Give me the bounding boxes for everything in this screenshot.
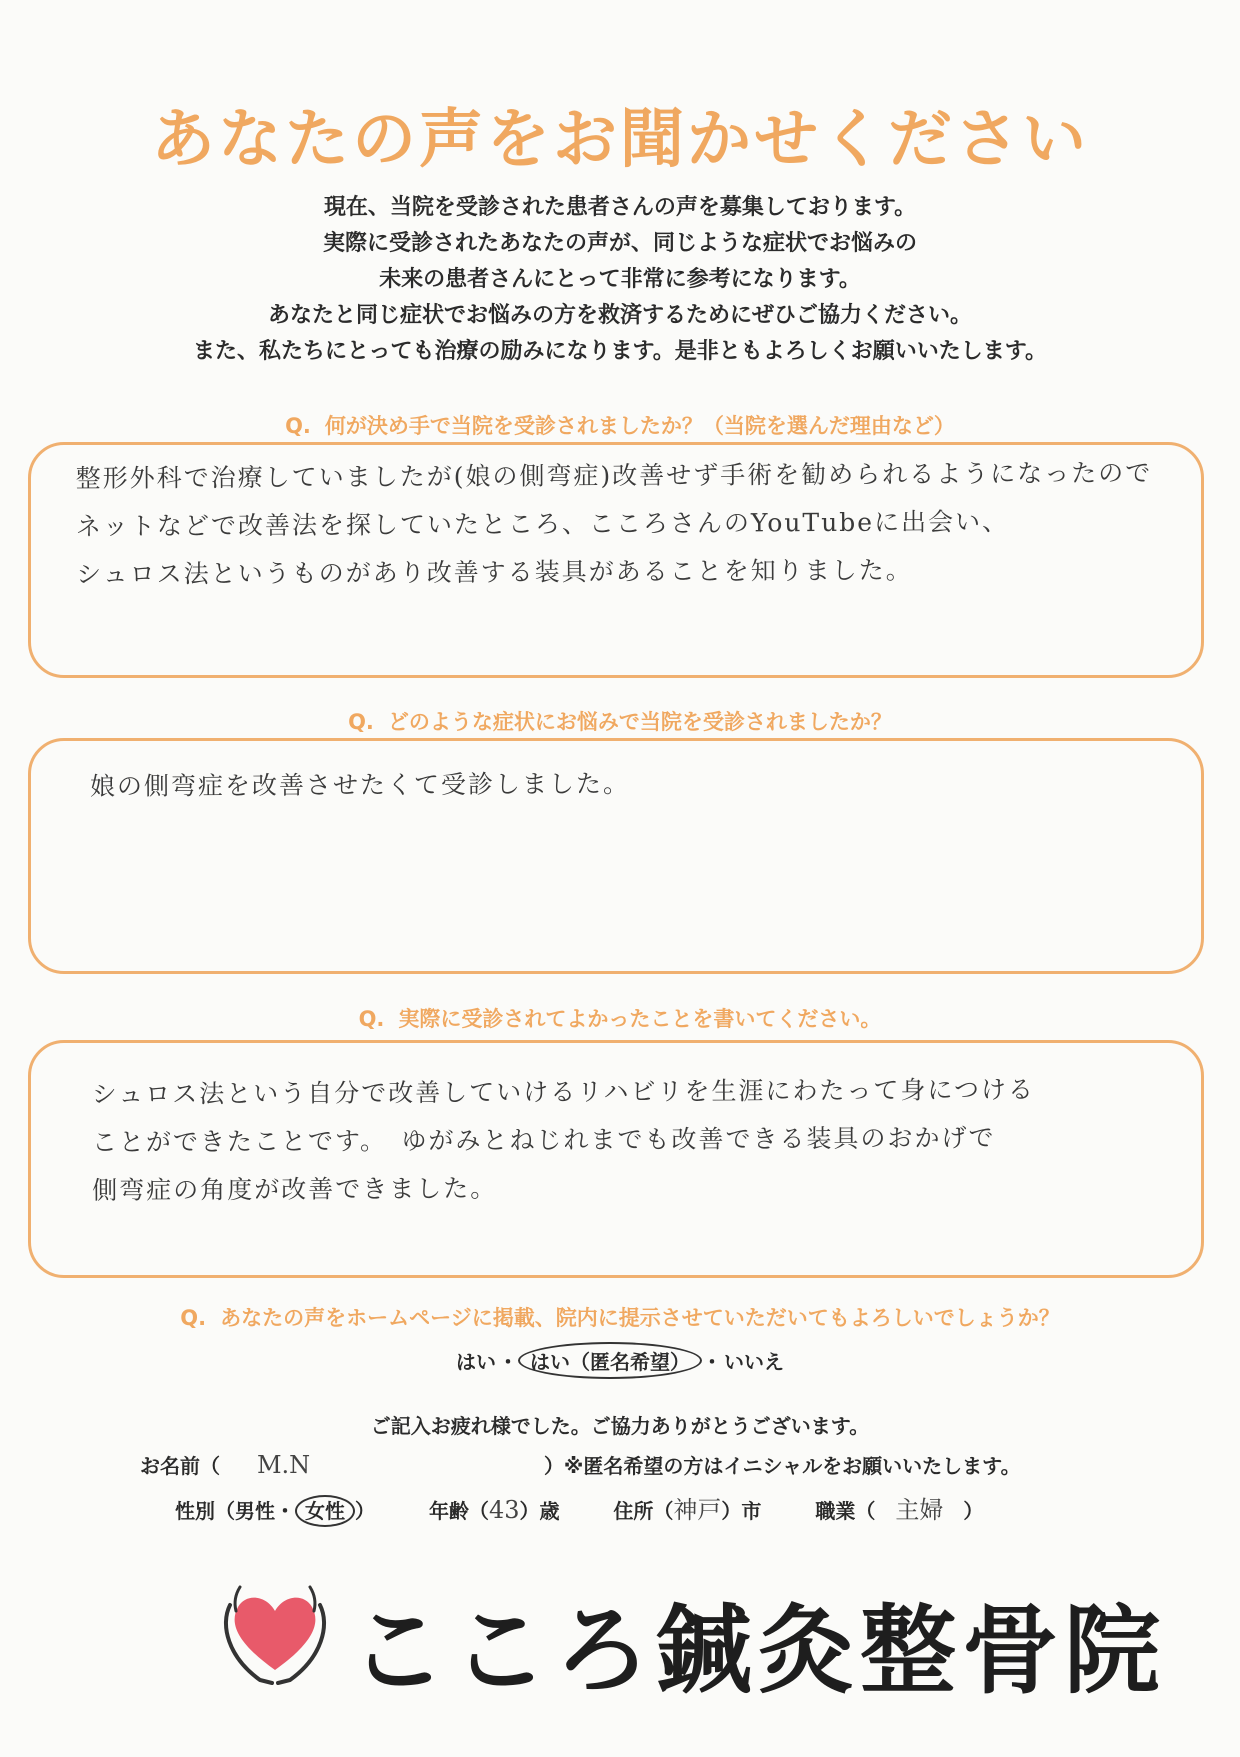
- job-label: 職業（: [815, 1499, 876, 1523]
- job-field[interactable]: 主婦: [895, 1496, 944, 1524]
- question-3: [0, 1003, 1240, 1033]
- question-label: Q.: [348, 710, 374, 734]
- question-text: 実際に受診されてよかったことを書いてください。: [398, 1007, 882, 1031]
- intro-line: 実際に受診されたあなたの声が、同じような症状でお悩みの: [322, 231, 917, 256]
- thanks-text: ご記入お疲れ様でした。ご協力ありがとうございます。: [370, 1414, 870, 1438]
- question-label: Q.: [180, 1306, 207, 1330]
- consent-options: [0, 1342, 1240, 1379]
- option-no[interactable]: いいえ: [724, 1350, 784, 1374]
- intro-line: 現在、当院を受診された患者さんの声を募集しております。: [323, 195, 917, 220]
- clinic-logo: [210, 1565, 1166, 1707]
- answer-line: シュロス法というものがあり改善する装具があることを知りました。: [76, 555, 913, 589]
- answer-line: 娘の側弯症を改善させたくて受診しました。: [89, 769, 631, 801]
- gender-label: 性別（: [175, 1499, 235, 1523]
- question-2: [0, 706, 1240, 736]
- age-label: 年齢（: [428, 1499, 489, 1523]
- page-title: あなたの声をお聞かせください: [151, 103, 1089, 177]
- gender-close: ）: [355, 1499, 375, 1523]
- question-text: どのような症状にお悩みで当院を受診されましたか？: [387, 710, 892, 734]
- answer-3: [92, 1065, 1201, 1215]
- question-text: あなたの声をホームページに掲載、院内に提示させていただいてもよろしいでしょうか？: [220, 1306, 1060, 1330]
- heart-hands-icon: [210, 1565, 340, 1695]
- clinic-name: こころ鍼灸整骨院: [350, 1594, 1166, 1707]
- intro-line: 未来の患者さんにとって非常に参考になります。: [379, 267, 861, 292]
- intro-line: また、私たちにとっても治療の励みになります。是非ともよろしくお願いいたします。: [192, 339, 1048, 364]
- option-separator: ・: [498, 1350, 518, 1374]
- address-unit: ）市: [721, 1499, 762, 1523]
- gender-female[interactable]: 女性: [295, 1495, 355, 1527]
- age-field[interactable]: 43: [488, 1496, 520, 1524]
- option-yes[interactable]: はい: [456, 1350, 496, 1374]
- answer-2: [90, 757, 1200, 811]
- answer-line: シュロス法という自分で改善していけるリハビリを生涯にわたって身につける: [91, 1074, 1036, 1109]
- question-text: 何が決め手で当院を受診されましたか？（当院を選んだ理由など）: [324, 414, 955, 438]
- answer-line: 整形外科で治療していましたが(娘の側弯症)改善せず手術を勧められるようになったので: [75, 458, 1153, 493]
- name-field[interactable]: M.N: [256, 1451, 311, 1479]
- name-note: ）※匿名希望の方はイニシャルをお願いいたします。: [543, 1454, 1021, 1478]
- question-label: Q.: [285, 414, 311, 438]
- address-field[interactable]: 神戸: [673, 1496, 722, 1524]
- intro-line: あなたと同じ症状でお悩みの方を救済するためにぜひご協力ください。: [267, 303, 972, 328]
- question-label: Q.: [358, 1007, 385, 1031]
- profile-row: [175, 1490, 983, 1525]
- job-close: ）: [963, 1499, 984, 1523]
- name-label: お名前（: [140, 1454, 220, 1478]
- question-1: [0, 410, 1240, 440]
- consent-question: [0, 1302, 1240, 1332]
- answer-1: [76, 449, 1201, 599]
- answer-line: ことができたことです。 ゆがみとねじれまでも改善できる装具のおかげで: [91, 1123, 996, 1157]
- intro-text: [80, 190, 1160, 370]
- answer-line: ネットなどで改善法を探していたところ、こころさんのYouTubeに出会い、: [75, 507, 1010, 541]
- gender-male[interactable]: 男性: [235, 1499, 275, 1523]
- address-label: 住所（: [613, 1499, 674, 1523]
- option-yes-anonymous[interactable]: はい（匿名希望）: [518, 1342, 702, 1379]
- answer-line: 側弯症の角度が改善できました。: [92, 1173, 498, 1205]
- gender-separator: ・: [275, 1499, 295, 1523]
- name-row: [140, 1450, 1021, 1479]
- age-unit: ）歳: [519, 1499, 560, 1523]
- option-separator: ・: [702, 1350, 722, 1374]
